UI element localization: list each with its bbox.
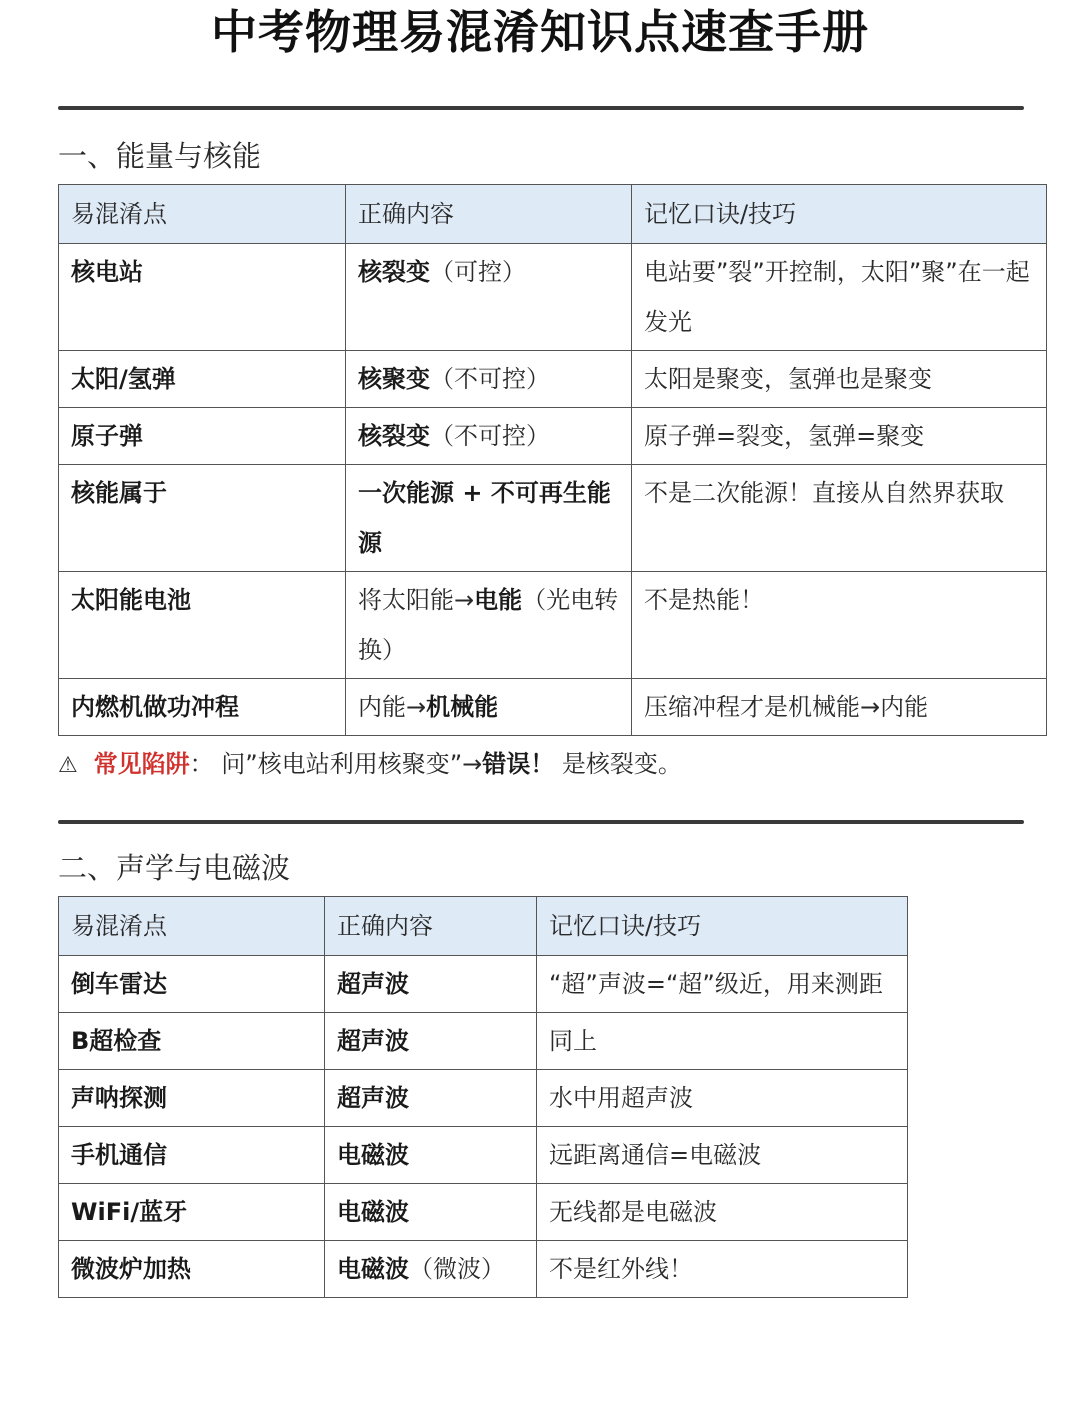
point-cell: 核能属于 [59, 465, 346, 572]
warning-icon: ⚠ [58, 753, 78, 778]
content-rest: （可控） [430, 258, 526, 286]
content-bold: 电能 [474, 586, 523, 614]
content-cell: 超声波 [325, 956, 537, 1013]
table-row [59, 1070, 908, 1127]
table-row [59, 351, 1047, 408]
point-cell: WiFi/蓝牙 [59, 1184, 325, 1241]
content-rest: （微波） [409, 1255, 505, 1283]
point-cell: B超检查 [59, 1013, 325, 1070]
point-cell: 手机通信 [59, 1127, 325, 1184]
tip-cell: 不是热能！ [632, 572, 1047, 679]
point-cell: 核电站 [59, 244, 346, 351]
content-cell [346, 351, 632, 408]
point-cell: 太阳/氢弹 [59, 351, 346, 408]
tip-cell: 不是二次能源！直接从自然界获取 [632, 465, 1047, 572]
table-row [59, 956, 908, 1013]
content-cell [346, 244, 632, 351]
point-cell: 太阳能电池 [59, 572, 346, 679]
table-row [59, 1013, 908, 1070]
content-cell [325, 1241, 537, 1298]
content-bold: 核裂变 [358, 422, 430, 450]
content-pre: 内能→ [358, 693, 427, 721]
content-rest: （光电转换） [358, 586, 619, 664]
tip-cell: 无线都是电磁波 [537, 1184, 908, 1241]
tip-cell: 远距离通信=电磁波 [537, 1127, 908, 1184]
tip-cell: 电站要”裂”开控制，太阳”聚”在一起发光 [632, 244, 1047, 351]
content-rest: （不可控） [430, 422, 550, 450]
tip-cell: 原子弹=裂变，氢弹=聚变 [632, 408, 1047, 465]
content-bold: 核聚变 [358, 365, 430, 393]
tip-cell: 压缩冲程才是机械能→内能 [632, 679, 1047, 736]
tip-cell: 太阳是聚变，氢弹也是聚变 [632, 351, 1047, 408]
column-header-content: 正确内容 [325, 897, 537, 956]
column-header-tip: 记忆口诀/技巧 [632, 185, 1047, 244]
top-divider [58, 106, 1024, 110]
table-row [59, 1184, 908, 1241]
page-title: 中考物理易混淆知识点速查手册 [211, 5, 869, 59]
column-header-content: 正确内容 [346, 185, 632, 244]
content-rest: （不可控） [430, 365, 550, 393]
tip-cell: 不是红外线！ [537, 1241, 908, 1298]
content-bold: 电磁波 [337, 1255, 409, 1283]
energy-table [58, 184, 1047, 736]
point-cell: 声呐探测 [59, 1070, 325, 1127]
point-cell: 原子弹 [59, 408, 346, 465]
content-cell: 超声波 [325, 1070, 537, 1127]
content-cell [346, 408, 632, 465]
content-cell [346, 572, 632, 679]
section-title-energy: 一、能量与核能 [58, 139, 262, 173]
acoustics-table [58, 896, 908, 1298]
content-cell [346, 465, 632, 572]
table-row [59, 572, 1047, 679]
tip-cell: 水中用超声波 [537, 1070, 908, 1127]
table-header-row [59, 185, 1047, 244]
content-cell: 超声波 [325, 1013, 537, 1070]
section-divider [58, 820, 1024, 824]
trap-text: 问”核电站利用核聚变”→ [221, 750, 483, 778]
table-header-row [59, 897, 908, 956]
trap-note [58, 744, 682, 786]
table-row [59, 679, 1047, 736]
content-cell [346, 679, 632, 736]
column-header-point: 易混淆点 [59, 185, 346, 244]
content-bold: 核裂变 [358, 258, 430, 286]
column-header-tip: 记忆口诀/技巧 [537, 897, 908, 956]
table-row [59, 465, 1047, 572]
table-row [59, 408, 1047, 465]
content-bold: 机械能 [426, 693, 499, 721]
tip-cell: 同上 [537, 1013, 908, 1070]
trap-colon: ： [189, 750, 214, 778]
table-row [59, 1241, 908, 1298]
trap-error: 错误！ [482, 750, 555, 778]
section-title-acoustics: 二、声学与电磁波 [58, 851, 291, 885]
table-row [59, 1127, 908, 1184]
trap-label: 常见陷阱 [93, 750, 190, 778]
point-cell: 内燃机做功冲程 [59, 679, 346, 736]
tip-cell: “超”声波=“超”级近，用来测距 [537, 956, 908, 1013]
content-cell: 电磁波 [325, 1184, 537, 1241]
content-pre: 将太阳能→ [358, 586, 475, 614]
content-bold: 一次能源 + 不可再生能源 [358, 479, 611, 557]
point-cell: 微波炉加热 [59, 1241, 325, 1298]
trap-correction: 是核裂变。 [561, 750, 682, 778]
point-cell: 倒车雷达 [59, 956, 325, 1013]
content-cell: 电磁波 [325, 1127, 537, 1184]
table-row [59, 244, 1047, 351]
column-header-point: 易混淆点 [59, 897, 325, 956]
